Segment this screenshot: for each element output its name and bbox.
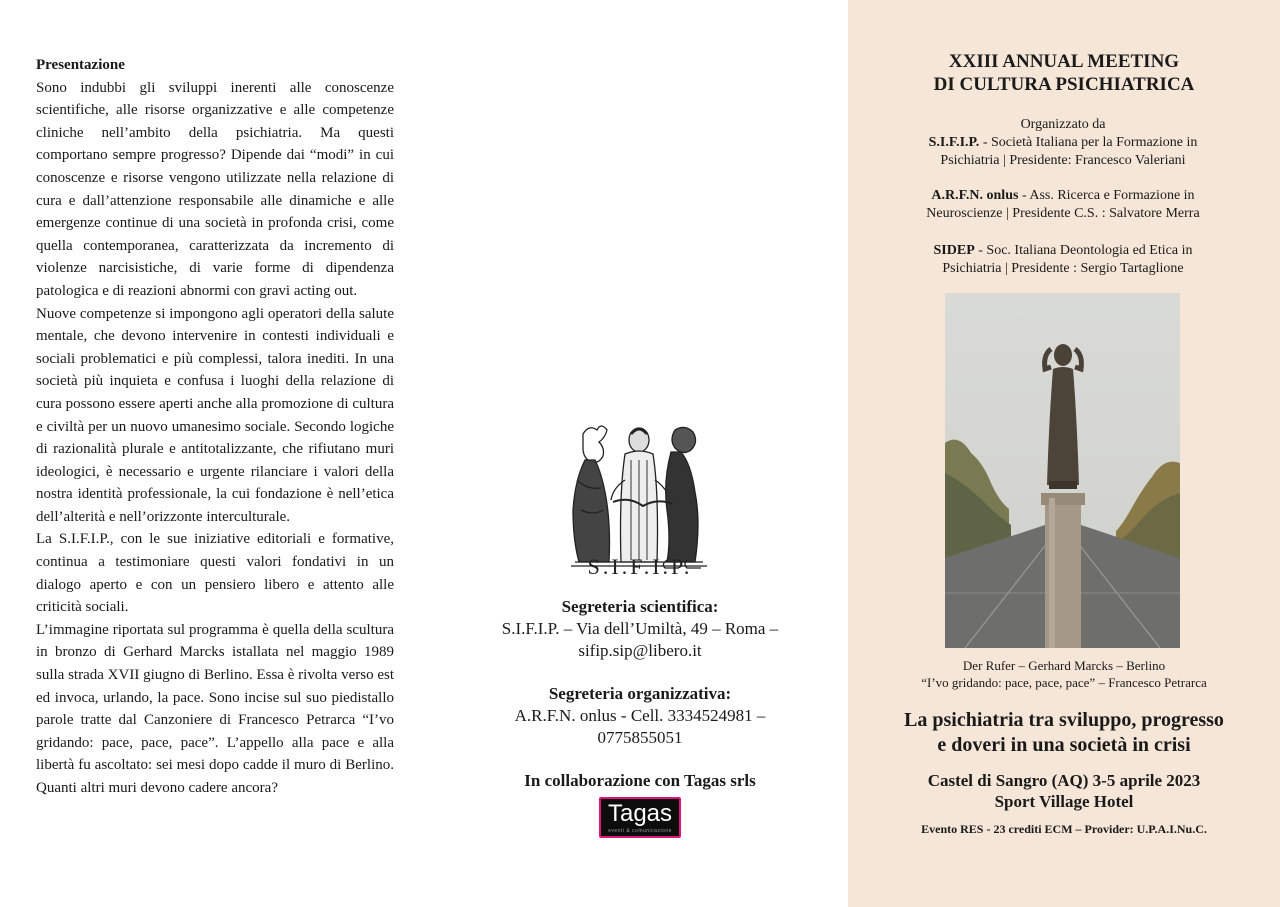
organizer-arfn <box>888 187 1238 223</box>
organizer-president: Psichiatria | Presidente: Francesco Valeriani <box>940 153 1186 168</box>
caption-line: Der Rufer – Gerhard Marcks – Berlino <box>962 658 1166 673</box>
organizing-secretariat-title: Segreteria organizzativa: <box>548 684 732 703</box>
scientific-secretariat-title: Segreteria scientifica: <box>561 597 719 616</box>
organizer-desc: - Soc. Italiana Deontologia ed Etica in <box>974 243 1193 258</box>
organizer-president: Psichiatria | Presidente : Sergio Tartaglione <box>942 261 1184 276</box>
organizing-secretariat-phone: A.R.F.N. onlus - Cell. 3334524981 – <box>514 706 766 725</box>
organizing-secretariat-phone-2: 0775855051 <box>597 728 683 747</box>
presentation-paragraph: L’immagine riportata sul programma è quella della scultura in bronzo di Gerhard Marcks istallata nel maggio 1989 sulla strada XVII giugno di Berlino. Essa è rivolta verso est ed invoca, urlando, la pace. Sono incise sul suo piedistallo parole tratte dal Canzoniere di Francesco Petrarca “I’vo gridando: pace, pace, pace”. L’appello alla pace e alla libertà fu ascoltato: sei mesi dopo cadde il muro di Berlino. Quanti altri muri devono cadere ancora? <box>36 621 394 796</box>
presentation-paragraph: Nuove competenze si impongono agli operatori della salute mentale, che devono intervenire in contesti individuali e sociali problematici e più complessi, talora inediti. In una società più inquieta e confusa i luoghi della relazione di cura possono essere aperti anche alla promozione di cultura e civiltà per un nuovo umanesimo sociale. Secondo logiche di razionalità plurale e antitotalizzante, che rifiutano muri ideologici, è necessario e urgente rilanciare i valori della nostra identità professionale, la cui fondazione è nell’etica dell’alterità e nell’orizzonte interculturale. <box>36 305 394 525</box>
contacts-panel <box>462 0 818 907</box>
statue-photo <box>945 293 1180 648</box>
caption-line: “I’vo gridando: pace, pace, pace” – Francesco Petrarca <box>921 675 1207 690</box>
meeting-title-line: XXIII ANNUAL MEETING <box>948 51 1180 72</box>
sifip-logo-text: S.I.F.I.P. <box>587 554 693 579</box>
organizing-secretariat <box>462 683 818 749</box>
presentation-heading: Presentazione <box>36 57 125 73</box>
organizer-desc: - Ass. Ricerca e Formazione in <box>1018 188 1195 203</box>
venue-hotel: Sport Village Hotel <box>994 792 1134 811</box>
organizer-name: S.I.F.I.P. <box>928 135 980 150</box>
event-credits: Evento RES - 23 crediti ECM – Provider: U.P.A.I.Nu.C. <box>921 822 1207 836</box>
organizer-president: Neuroscienze | Presidente C.S. : Salvatore Merra <box>926 206 1200 221</box>
congress-title <box>848 708 1280 758</box>
presentation-paragraph: Sono indubbi gli sviluppi inerenti alle conoscenze scientifiche, alle risorse organizzative e alle competenze cliniche nell’ambito della psichiatria. Ma questi comportano sempre progresso? Dipende dai “modi” in cui conoscenze e risorse vengono utilizzate nella relazione di cura e dall’attenzione responsabile alle dinamiche e alle emergenze continue di una società in profonda crisi, come quella contemporanea, caratterizzata da incremento di violenze narcisistiche, di varie forme di dipendenza patologica e di reazioni abnormi con gravi acting out. <box>36 79 394 299</box>
organizer-sidep <box>888 242 1238 278</box>
organizer-desc: - Società Italiana per la Formazione in <box>979 135 1198 150</box>
congress-title-line: e doveri in una società in crisi <box>937 734 1191 756</box>
organizer-sifip <box>888 116 1238 170</box>
venue-info <box>848 770 1280 812</box>
presentation-panel <box>36 54 394 800</box>
meeting-title-line: DI CULTURA PSICHIATRICA <box>933 74 1195 95</box>
tagas-logo-subtitle: eventi & comunicazione <box>608 828 672 834</box>
organizer-name: A.R.F.N. onlus <box>931 188 1019 203</box>
organized-by-label: Organizzato da <box>1020 117 1106 132</box>
collaboration-note: In collaborazione con Tagas srls <box>524 771 756 790</box>
tagas-logo-text: Tagas <box>607 800 673 827</box>
scientific-secretariat-email: sifip.sip@libero.it <box>578 641 702 660</box>
meeting-title <box>848 50 1280 96</box>
venue-date: Castel di Sangro (AQ) 3-5 aprile 2023 <box>927 771 1201 790</box>
photo-caption <box>848 657 1280 691</box>
organizer-name: SIDEP <box>933 243 975 258</box>
cover-panel <box>848 0 1280 907</box>
congress-title-line: La psichiatria tra sviluppo, progresso <box>904 709 1224 731</box>
scientific-secretariat <box>462 596 818 662</box>
tagas-logo <box>599 797 681 838</box>
scientific-secretariat-address: S.I.F.I.P. – Via dell’Umiltà, 49 – Roma – <box>501 619 779 638</box>
presentation-paragraph: La S.I.F.I.P., con le sue iniziative editoriali e formative, continua a testimoniare questi valori fondativi in un dialogo aperto e con un pensiero libero e attento alle criticità sociali. <box>36 531 394 616</box>
